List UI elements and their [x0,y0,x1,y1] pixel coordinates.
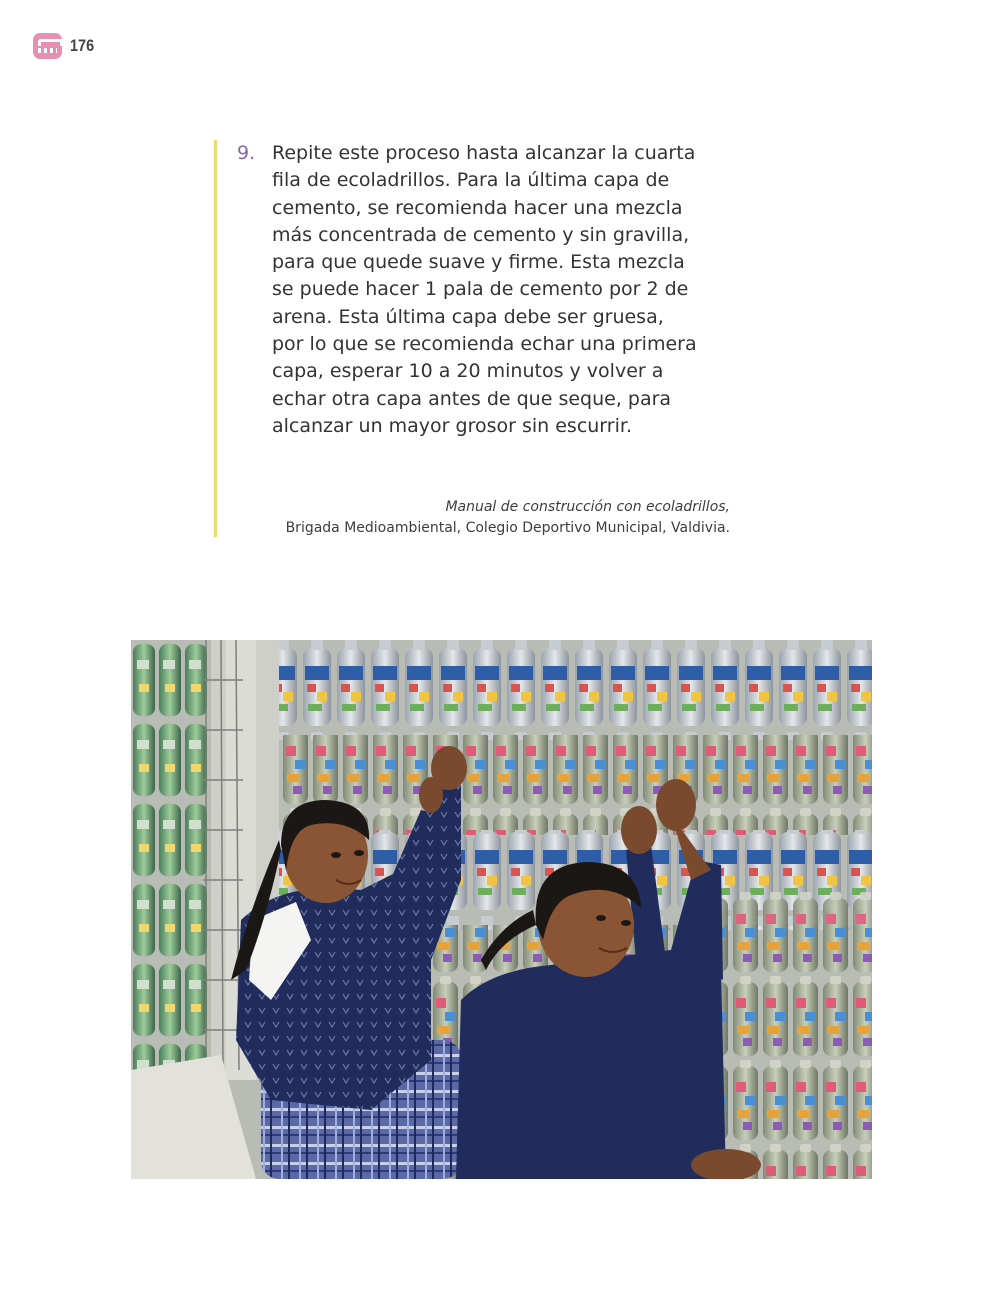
book-section-icon [33,33,62,59]
step-item [237,140,737,440]
citation-source: Brigada Medioambiental, Colegio Deportivo Municipal, Valdivia. [285,520,730,536]
instruction-block [214,140,744,537]
photo-illustration [131,640,872,1179]
page-number: 176 [70,36,95,55]
citation-title: Manual de construcción con ecoladrillos, [445,499,730,515]
page-header [33,33,98,59]
ecobrick-wall-photo [131,640,872,1179]
step-text: Repite este proceso hasta alcanzar la cuarta fila de ecoladrillos. Para la última capa de cemento, se recomienda hacer una mezcla más concentrada de cemento y sin gravilla, para que quede suave y firme. Esta mezcla se puede hacer 1 pala de cemento por 2 de arena. Esta última capa debe ser gruesa, por lo que se recomienda echar una primera capa, esperar 10 a 20 minutos y volver a echar otra capa antes de que seque, para alcanzar un mayor grosor sin escurrir. [272,142,697,437]
step-number: 9. [237,142,256,164]
citation [286,497,730,539]
